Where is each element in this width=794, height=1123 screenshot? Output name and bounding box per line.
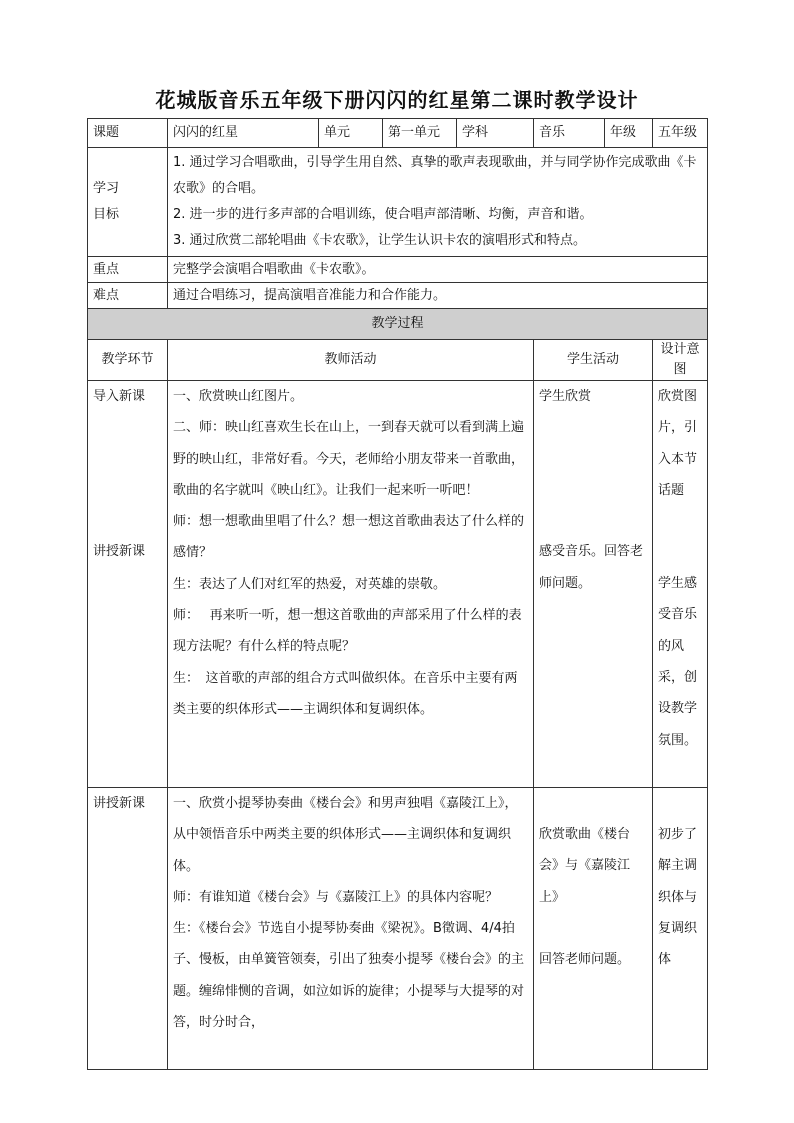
stage-cell: [88, 788, 168, 1070]
grade-value: 五年级: [653, 119, 708, 148]
key-point-row: [88, 257, 708, 283]
teacher-paragraph: 一、欣赏小提琴协奏曲《楼台会》和男声独唱《嘉陵江上》，从中领悟音乐中两类主要的织体形式——主调织体和复调织体。: [173, 796, 518, 874]
table-row: [88, 381, 708, 788]
column-header-row: [88, 340, 708, 381]
process-header: 教学过程: [88, 309, 708, 340]
teacher-activity-cell: [168, 788, 534, 1070]
lesson-plan-table: [87, 118, 708, 1070]
design-intent-cell: [653, 381, 708, 788]
unit-value: 第一单元: [383, 119, 457, 148]
teacher-paragraph: 师： 再来听一听，想一想这首歌曲的声部采用了什么样的表现方法呢？有什么样的特点呢？: [173, 608, 522, 655]
teacher-paragraph: 一、欣赏映山红图片。: [173, 389, 304, 404]
objectives-label-text: 学习目标: [93, 181, 120, 222]
table-row: [88, 788, 708, 1070]
student-activity: 欣赏歌曲《楼台会》与《嘉陵江上》: [539, 827, 631, 905]
student-activity-cell: [534, 381, 653, 788]
teacher-paragraph: 生： 这首歌的声部的组合方式叫做织体。在音乐中主要有两类主要的织体形式——主调织体和复调织体。: [173, 670, 518, 717]
subject-label: 学科: [457, 119, 534, 148]
column-header: 设计意图: [653, 340, 708, 381]
column-header: 教学环节: [88, 340, 168, 381]
objective-item: 2. 进一步的进行多声部的合唱训练，使合唱声部清晰、均衡，声音和谐。: [173, 207, 593, 222]
key-point-label: 重点: [88, 257, 168, 283]
design-intent: 欣赏图片，引入本节话题: [658, 389, 698, 498]
difficulty-label: 难点: [88, 283, 168, 309]
key-point-value: 完整学会演唱合唱歌曲《卡农歌》。: [168, 257, 708, 283]
teacher-paragraph: 生：表达了人们对红军的热爱，对英雄的崇敬。: [173, 576, 447, 592]
student-activity-cell: [534, 788, 653, 1070]
process-header-row: [88, 309, 708, 340]
teacher-paragraph: 师：有谁知道《楼台会》与《嘉陵江上》的具体内容呢？: [173, 889, 499, 905]
design-intent-cell: [653, 788, 708, 1070]
info-row: [88, 119, 708, 148]
student-activity: 回答老师问题。: [539, 951, 631, 967]
objectives-row: [88, 148, 708, 257]
teacher-paragraph: 生：《楼台会》节选自小提琴协奏曲《梁祝》。B徵调、4/4拍子、慢板，由单簧管领奏，引出了独奏小提琴《楼台会》的主题。缠绵悱恻的音调，如泣如诉的旋律；小提琴与大提琴的对答，时分时合，: [173, 921, 525, 1031]
student-activity: 感受音乐。回答老师问题。: [539, 544, 644, 591]
column-header: 教师活动: [168, 340, 534, 381]
objectives-label: [88, 148, 168, 257]
grade-label: 年级: [605, 119, 653, 148]
stage-label: 讲授新课: [93, 544, 146, 560]
teacher-activity-cell: [168, 381, 534, 788]
stage-label: 导入新课: [93, 389, 146, 404]
student-activity: 学生欣赏: [539, 389, 592, 404]
difficulty-value: 通过合唱练习，提高演唱音准能力和合作能力。: [168, 283, 708, 309]
objective-item: 3. 通过欣赏二部轮唱曲《卡农歌》，让学生认识卡农的演唱形式和特点。: [173, 233, 587, 248]
objectives-content: [168, 148, 708, 257]
unit-label: 单元: [319, 119, 383, 148]
design-intent: 初步了解主调织体与复调织体: [658, 827, 698, 968]
stage-cell: [88, 381, 168, 788]
teacher-paragraph: 师：想一想歌曲里唱了什么？想一想这首歌曲表达了什么样的感情？: [173, 514, 525, 561]
column-header: 学生活动: [534, 340, 653, 381]
difficulty-row: [88, 283, 708, 309]
design-intent: 学生感受音乐的风采，创设教学氛围。: [658, 576, 698, 748]
document-title: 花城版音乐五年级下册闪闪的红星第二课时教学设计: [155, 88, 639, 112]
stage-label: 讲授新课: [93, 796, 146, 811]
objective-item: 1. 通过学习合唱歌曲，引导学生用自然、真挚的歌声表现歌曲，并与同学协作完成歌曲《卡农歌》的合唱。: [173, 155, 697, 196]
teacher-paragraph: 二、师：映山红喜欢生长在山上，一到春天就可以看到满上遍野的映山红，非常好看。今天，老师给小朋友带来一首歌曲，歌曲的名字就叫《映山红》。让我们一起来听一听吧！: [173, 420, 525, 498]
subject-value: 音乐: [534, 119, 605, 148]
topic-label: 课题: [88, 119, 168, 148]
topic-value: 闪闪的红星: [168, 119, 319, 148]
